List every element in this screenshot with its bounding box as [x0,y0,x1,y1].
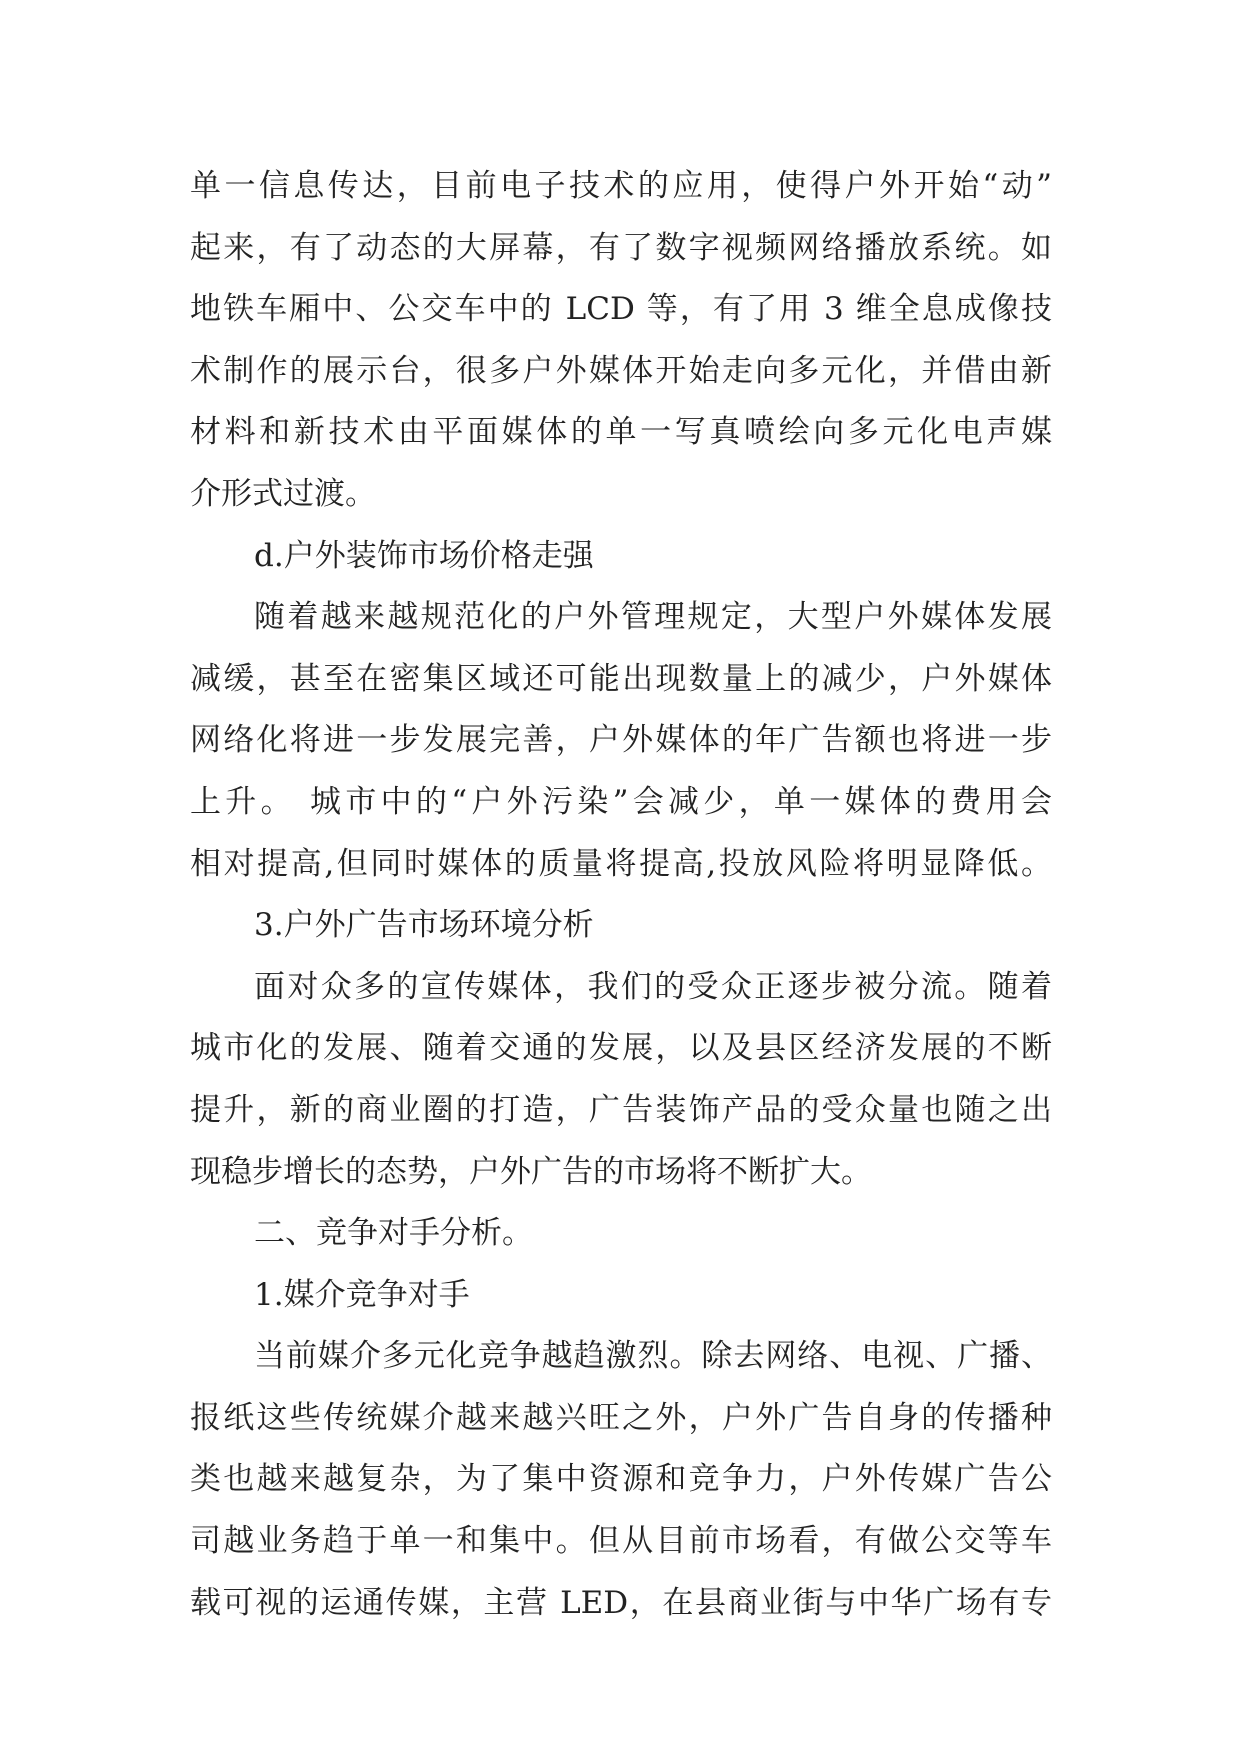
paragraph-line: 报纸这些传统媒介越来越兴旺之外，户外广告自身的传播种 [190,1399,1052,1436]
document-body [190,156,1052,1634]
paragraph-line: 减缓，甚至在密集区域还可能出现数量上的减少，户外媒体 [190,660,1052,697]
paragraph-line: 当前媒介多元化竞争越趋激烈。除去网络、电视、广播、 [254,1338,1052,1375]
paragraph-line: 介形式过渡。 [190,475,376,512]
section-heading: 1.媒介竞争对手 [254,1276,470,1313]
paragraph-line: 司越业务趋于单一和集中。但从目前市场看，有做公交等车 [190,1523,1052,1560]
section-heading: d.户外装饰市场价格走强 [254,537,594,574]
paragraph-line: 单一信息传达，目前电子技术的应用，使得户外开始“动” [190,168,1052,204]
paragraph-line: 提升，新的商业圈的打造，广告装饰产品的受众量也随之出 [190,1091,1052,1128]
paragraph-line: 起来，有了动态的大屏幕，有了数字视频网络播放系统。如 [190,229,1052,266]
paragraph-line: 术制作的展示台，很多户外媒体开始走向多元化，并借由新 [190,352,1052,389]
paragraph-line: 相对提高,但同时媒体的质量将提高,投放风险将明显降低。 [190,845,1052,882]
section-heading: 二、竞争对手分析。 [254,1215,533,1252]
paragraph-line: 随着越来越规范化的户外管理规定，大型户外媒体发展 [254,599,1052,636]
paragraph-line: 材料和新技术由平面媒体的单一写真喷绘向多元化电声媒 [190,414,1052,451]
paragraph-line: 网络化将进一步发展完善，户外媒体的年广告额也将进一步 [190,722,1052,759]
paragraph-line: 现稳步增长的态势，户外广告的市场将不断扩大。 [190,1153,872,1190]
paragraph-line: 上升。 城市中的“户外污染”会减少，单一媒体的费用会 [190,783,1052,820]
paragraph-line: 地铁车厢中、公交车中的 LCD 等，有了用 3 维全息成像技 [190,291,1052,328]
paragraph-line: 城市化的发展、随着交通的发展，以及县区经济发展的不断 [190,1030,1052,1067]
paragraph-line: 面对众多的宣传媒体，我们的受众正逐步被分流。随着 [254,968,1052,1005]
paragraph-line: 载可视的运通传媒，主营 LED，在县商业街与中华广场有专 [190,1584,1052,1621]
paragraph-line: 类也越来越复杂，为了集中资源和竞争力，户外传媒广告公 [190,1461,1052,1498]
section-heading: 3.户外广告市场环境分析 [254,907,594,944]
